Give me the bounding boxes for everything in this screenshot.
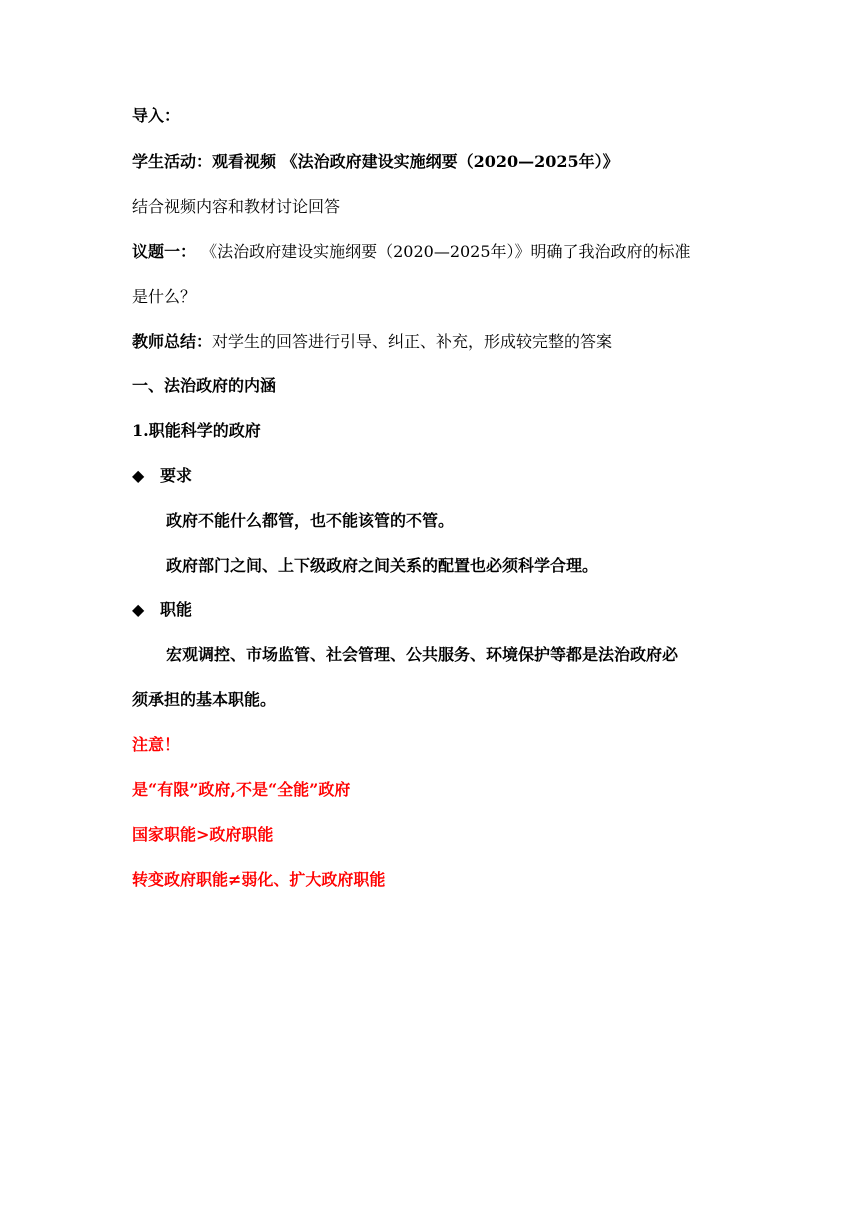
functions-heading: [132, 600, 192, 620]
student-activity-label: 学生活动：: [132, 152, 213, 171]
requirements-heading: [132, 466, 192, 486]
requirements-label: 要求: [160, 466, 193, 485]
student-activity-text: 观看视频 《法治政府建设实施纲要（2020—2025年）》: [212, 152, 619, 171]
topic-one-line: [132, 242, 691, 262]
functions-label: 职能: [160, 600, 193, 619]
subsection-one-title: 1.职能科学的政府: [132, 421, 261, 440]
topic-one-label: 议题一：: [132, 242, 197, 261]
instruction-text: 结合视频内容和教材讨论回答: [132, 197, 341, 216]
note-item: 国家职能>政府职能: [132, 825, 274, 844]
notes-title: 注意！: [132, 735, 181, 754]
functions-text-line2: 须承担的基本职能。: [132, 690, 277, 709]
note-item: 是“有限”政府,不是“全能”政府: [132, 780, 351, 799]
topic-one-text-line2: 是什么？: [132, 287, 197, 306]
teacher-summary-line: [132, 332, 612, 352]
functions-text-line1: 宏观调控、市场监管、社会管理、公共服务、环境保护等都是法治政府必: [166, 645, 679, 664]
topic-one-text-line1: 《法治政府建设实施纲要（2020—2025年）》明确了我治政府的标准: [196, 242, 691, 261]
diamond-bullet-icon: ◆: [132, 466, 145, 485]
teacher-summary-text: 对学生的回答进行引导、纠正、补充，形成较完整的答案: [212, 332, 613, 351]
requirement-item: 政府不能什么都管，也不能该管的不管。: [166, 511, 455, 530]
requirement-item: 政府部门之间、上下级政府之间关系的配置也必须科学合理。: [166, 556, 599, 575]
diamond-bullet-icon: ◆: [132, 600, 145, 619]
student-activity-line: [132, 152, 619, 172]
note-item: 转变政府职能≠弱化、扩大政府职能: [132, 870, 386, 889]
section-one-title: 一、法治政府的内涵: [132, 376, 277, 395]
teacher-summary-label: 教师总结：: [132, 332, 213, 351]
intro-heading: 导入：: [132, 106, 181, 125]
